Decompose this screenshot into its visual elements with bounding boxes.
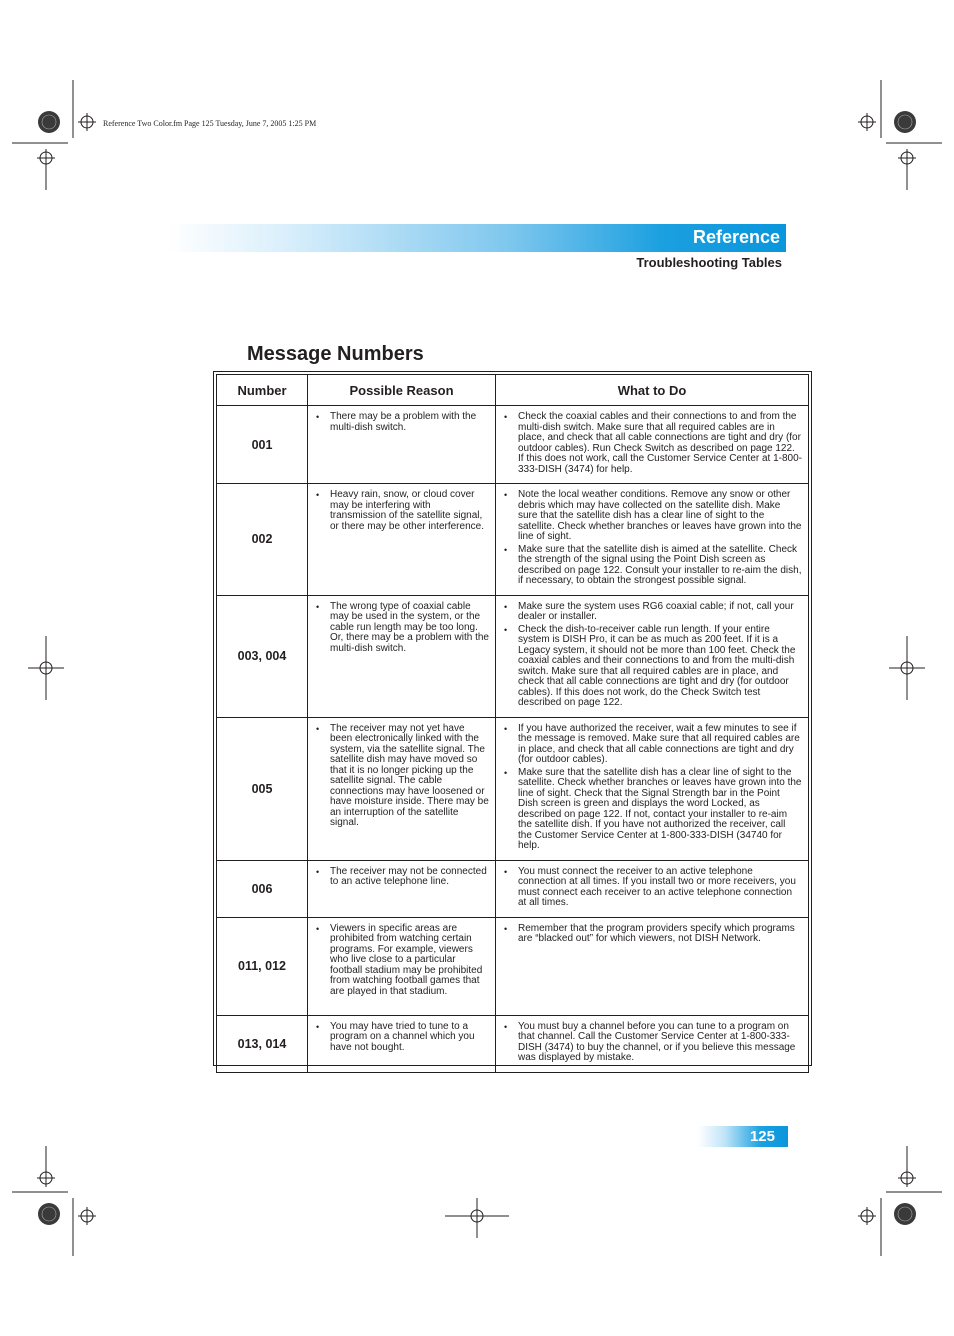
- reason-item: • You may have tried to tune to a program on a channel which you have not bought.: [330, 1022, 489, 1054]
- action-item: • Check the coaxial cables and their connections to and from the multi-dish switch. Make sure that all required cables are in place, and check that all cable connections are tight and dry (for outdoor cables). Run Check Switch as described on page 122. If this does not work, call the Customer Service Center at 1-800-333-DISH (3474) for help.: [518, 412, 802, 475]
- action-item: • Check the dish-to-receiver cable run length. If your entire system is DISH Pro, it can be as much as 200 feet. If it is a Legacy system, it should not be more than 100 feet. Check the coaxial cables and their connections to and from the multi-dish switch. Make sure that all required cables are in place, and check that all cable connections are tight and dry (for outdoor cables). If this does not work, do the Check Switch test described on page 122.: [518, 625, 802, 709]
- message-number: 003, 004: [217, 595, 308, 717]
- action-cell: [496, 484, 809, 596]
- table-row: [217, 595, 809, 717]
- reason-cell: [308, 917, 496, 1015]
- table-header-row: [217, 375, 809, 406]
- action-item: • Make sure that the satellite dish is aimed at the satellite. Check the strength of the signal using the Point Dish screen as described on page 122. Consult your installer to re-aim the dish, if necessary, to obtain the strongest possible signal.: [518, 545, 802, 587]
- print-header: Reference Two Color.fm Page 125 Tuesday, June 7, 2005 1:25 PM: [103, 119, 317, 128]
- reason-item: • There may be a problem with the multi-dish switch.: [330, 412, 489, 433]
- table-row: [217, 717, 809, 860]
- page-number-badge: [698, 1126, 788, 1147]
- header-what-to-do: What to Do: [496, 375, 809, 406]
- reason-item: • The receiver may not yet have been electronically linked with the system, via the satellite signal. The satellite dish may have moved so that it is no longer picking up the satellite signal. The cable connections may have loosened or have moisture inside. There may be an interruption of the satellite signal.: [330, 724, 489, 829]
- section-title: Reference: [692, 227, 780, 247]
- page-title: Message Numbers: [247, 343, 424, 365]
- message-number: 002: [217, 484, 308, 596]
- action-item: • Note the local weather conditions. Remove any snow or other debris which may have collected on the satellite dish. Make sure that the satellite dish has a clear line of sight to the satellite. Check whether branches or leaves have grown into the line of sight.: [518, 490, 802, 543]
- table-row: [217, 917, 809, 1015]
- action-cell: [496, 917, 809, 1015]
- action-cell: [496, 860, 809, 917]
- reason-item: • The receiver may not be connected to an active telephone line.: [330, 867, 489, 888]
- action-item: • If you have authorized the receiver, wait a few minutes to see if the message is removed. Make sure that all required cables are in place, and check that all cable connections are tight and dry (for outdoor cables).: [518, 724, 802, 766]
- action-item: • You must connect the receiver to an active telephone connection at all times. If you install two or more receivers, you must connect each receiver to an active telephone connection at all times.: [518, 867, 802, 909]
- table-row: [217, 1015, 809, 1072]
- reason-cell: [308, 406, 496, 484]
- table-row: [217, 484, 809, 596]
- reason-cell: [308, 484, 496, 596]
- reason-cell: [308, 717, 496, 860]
- action-item: • Make sure that the satellite dish has a clear line of sight to the satellite. Check whether branches or leaves have grown into the line of sight. Check that the Signal Strength bar in the Point Dish screen is green and displays the word Locked, as described on page 122. If not, contact your installer to re-aim the satellite dish. If you have not authorized the receiver, call the Customer Service Center at 1-800-333-DISH (34740 for help.: [518, 768, 802, 852]
- reason-item: • Heavy rain, snow, or cloud cover may be interfering with transmission of the satellite signal, or there may be other interference.: [330, 490, 489, 532]
- message-number: 006: [217, 860, 308, 917]
- message-number: 005: [217, 717, 308, 860]
- table-row: [217, 860, 809, 917]
- subsection-title: Troubleshooting Tables: [636, 255, 782, 270]
- reason-item: • The wrong type of coaxial cable may be used in the system, or the cable run length may be too long. Or, there may be a problem with the multi-dish switch.: [330, 602, 489, 655]
- action-cell: [496, 595, 809, 717]
- reason-cell: [308, 1015, 496, 1072]
- reason-cell: [308, 595, 496, 717]
- message-number: 013, 014: [217, 1015, 308, 1072]
- page-number: 125: [749, 1128, 775, 1145]
- header-number: Number: [217, 375, 308, 406]
- message-numbers-table: [213, 371, 812, 1066]
- action-item: • You must buy a channel before you can tune to a program on that channel. Call the Customer Service Center at 1-800-333-DISH (3474) to buy the channel, or if you believe this message was displayed by mistake.: [518, 1022, 802, 1064]
- reason-item: • Viewers in specific areas are prohibited from watching certain programs. For example, viewers who live close to a particular football stadium may be prohibited from watching football games that are played in that stadium.: [330, 924, 489, 998]
- header-possible-reason: Possible Reason: [308, 375, 496, 406]
- section-banner: [168, 224, 786, 252]
- action-cell: [496, 1015, 809, 1072]
- message-number: 011, 012: [217, 917, 308, 1015]
- action-cell: [496, 717, 809, 860]
- action-item: • Remember that the program providers specify which programs are “blacked out” for which viewers, not DISH Network.: [518, 924, 802, 945]
- message-number: 001: [217, 406, 308, 484]
- reason-cell: [308, 860, 496, 917]
- table-row: [217, 406, 809, 484]
- action-item: • Make sure the system uses RG6 coaxial cable; if not, call your dealer or installer.: [518, 602, 802, 623]
- action-cell: [496, 406, 809, 484]
